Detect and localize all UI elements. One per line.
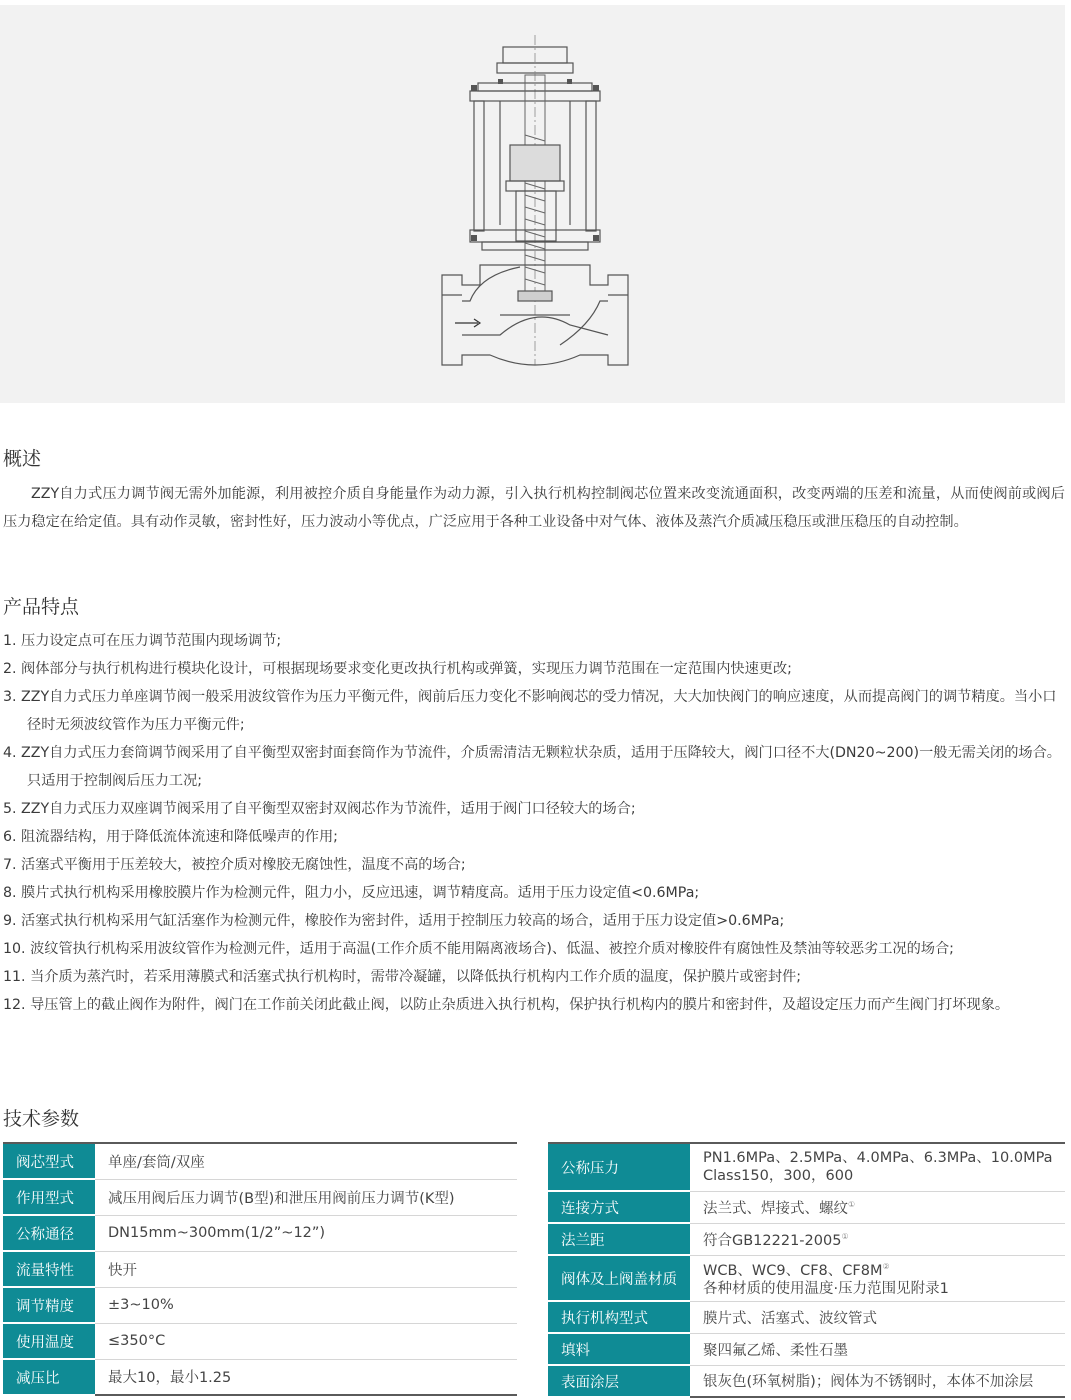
valve-cross-section-drawing bbox=[0, 5, 1065, 403]
param-key: 执行机构型式 bbox=[548, 1301, 690, 1333]
footnote-mark: ① bbox=[841, 1231, 849, 1241]
param-value: 聚四氟乙烯、柔性石墨 bbox=[690, 1333, 1065, 1365]
table-row bbox=[3, 1359, 517, 1395]
table-row bbox=[548, 1191, 1065, 1223]
feature-item: 2. 阀体部分与执行机构进行模块化设计，可根据现场要求变化更改执行机构或弹簧，实现压力调节范围在一定范围内快速更改; bbox=[3, 661, 792, 677]
param-key: 公称压力 bbox=[548, 1143, 690, 1191]
feature-item: 10. 波纹管执行机构采用波纹管作为检测元件，适用于高温(工作介质不能用隔离液场合)、低温、被控介质对橡胶件有腐蚀性及禁油等较恶劣工况的场合; bbox=[3, 941, 954, 957]
table-row bbox=[3, 1143, 517, 1179]
param-key: 表面涂层 bbox=[548, 1365, 690, 1397]
feature-item: 11. 当介质为蒸汽时，若采用薄膜式和活塞式执行机构时，需带冷凝罐，以降低执行机构内工作介质的温度，保护膜片或密封件; bbox=[3, 969, 801, 985]
param-value: 快开 bbox=[95, 1251, 517, 1287]
feature-item: 5. ZZY自力式压力双座调节阀采用了自平衡型双密封双阀芯作为节流件，适用于阀门口径较大的场合; bbox=[3, 801, 636, 817]
param-key: 填料 bbox=[548, 1333, 690, 1365]
feature-item: 8. 膜片式执行机构采用橡胶膜片作为检测元件，阻力小，反应迅速，调节精度高。适用于压力设定值<0.6MPa; bbox=[3, 885, 700, 901]
footnote-mark: ② bbox=[882, 1262, 890, 1272]
param-key: 公称通径 bbox=[3, 1215, 95, 1251]
params-table-left bbox=[3, 1142, 517, 1396]
param-value: 银灰色(环氧树脂)；阀体为不锈钢时，本体不加涂层 bbox=[690, 1365, 1065, 1397]
table-row bbox=[548, 1333, 1065, 1365]
table-row bbox=[548, 1223, 1065, 1255]
param-value bbox=[690, 1223, 1065, 1255]
param-value: ±3~10% bbox=[95, 1287, 517, 1323]
param-value bbox=[690, 1255, 1065, 1301]
feature-item: 7. 活塞式平衡用于压差较大，被控介质对橡胶无腐蚀性，温度不高的场合; bbox=[3, 857, 466, 873]
table-row bbox=[548, 1365, 1065, 1397]
param-key: 阀芯型式 bbox=[3, 1143, 95, 1179]
param-value-line: 各种材质的使用温度·压力范围见附录1 bbox=[703, 1280, 949, 1297]
table-row bbox=[3, 1323, 517, 1359]
param-value-text: 符合GB12221-2005 bbox=[703, 1232, 842, 1249]
param-value-line: WCB、WC9、CF8、CF8M bbox=[703, 1262, 883, 1279]
param-value-text: 法兰式、焊接式、螺纹 bbox=[703, 1200, 848, 1217]
param-key: 连接方式 bbox=[548, 1191, 690, 1223]
param-key: 调节精度 bbox=[3, 1287, 95, 1323]
param-value-line: PN1.6MPa、2.5MPa、4.0MPa、6.3MPa、10.0MPa bbox=[703, 1150, 1053, 1167]
params-table-right bbox=[548, 1142, 1065, 1398]
param-key: 流量特性 bbox=[3, 1251, 95, 1287]
footnote-mark: ① bbox=[848, 1199, 856, 1209]
overview-text: ZZY自力式压力调节阀无需外加能源，利用被控介质自身能量作为动力源，引入执行机构控制阀芯位置来改变流通面积，改变两端的压差和流量，从而使阀前或阀后压力稳定在给定值。具有动作灵敏，密封性好，压力波动小等优点，广泛应用于各种工业设备中对气体、液体及蒸汽介质减压稳压或泄压稳压的自动控制。 bbox=[3, 486, 1065, 530]
feature-item: 12. 导压管上的截止阀作为附件，阀门在工作前关闭此截止阀，以防止杂质进入执行机构，保护执行机构内的膜片和密封件，及超设定压力而产生阀门打坏现象。 bbox=[3, 997, 1010, 1013]
table-row bbox=[548, 1301, 1065, 1333]
param-key: 法兰距 bbox=[548, 1223, 690, 1255]
param-value: ≤350°C bbox=[95, 1323, 517, 1359]
overview-title: 概述 bbox=[3, 448, 42, 470]
param-value: 单座/套筒/双座 bbox=[95, 1143, 517, 1179]
table-row bbox=[3, 1179, 517, 1215]
param-value bbox=[690, 1143, 1065, 1191]
table-row bbox=[548, 1143, 1065, 1191]
feature-item: 1. 压力设定点可在压力调节范围内现场调节; bbox=[3, 633, 282, 649]
features-title: 产品特点 bbox=[3, 596, 80, 618]
feature-item: 4. ZZY自力式压力套筒调节阀采用了自平衡型双密封面套筒作为节流件，介质需清洁无颗粒状杂质，适用于压降较大，阀门口径不大(DN20~200)一般无需关闭的场合。只适用于控制阀后压力工况; bbox=[3, 745, 1061, 789]
table-row bbox=[3, 1215, 517, 1251]
feature-item: 9. 活塞式执行机构采用气缸活塞作为检测元件，橡胶作为密封件，适用于控制压力较高的场合，适用于压力设定值>0.6MPa; bbox=[3, 913, 785, 929]
param-value: 减压用阀后压力调节(B型)和泄压用阀前压力调节(K型) bbox=[95, 1179, 517, 1215]
table-row bbox=[3, 1287, 517, 1323]
feature-item: 6. 阻流器结构，用于降低流体流速和降低噪声的作用; bbox=[3, 829, 338, 845]
valve-drawing-panel bbox=[0, 5, 1065, 403]
param-key: 阀体及上阀盖材质 bbox=[548, 1255, 690, 1301]
feature-item: 3. ZZY自力式压力单座调节阀一般采用波纹管作为压力平衡元件，阀前后压力变化不影响阀芯的受力情况，大大加快阀门的响应速度，从而提高阀门的调节精度。当小口径时无须波纹管作为压力平衡元件; bbox=[3, 689, 1057, 733]
param-key: 使用温度 bbox=[3, 1323, 95, 1359]
param-value: 膜片式、活塞式、波纹管式 bbox=[690, 1301, 1065, 1333]
param-key: 作用型式 bbox=[3, 1179, 95, 1215]
param-value: 最大10，最小1.25 bbox=[95, 1359, 517, 1395]
param-value-line: Class150，300，600 bbox=[703, 1168, 854, 1185]
param-value bbox=[690, 1191, 1065, 1223]
table-row bbox=[3, 1251, 517, 1287]
params-title: 技术参数 bbox=[3, 1108, 80, 1130]
table-row bbox=[548, 1255, 1065, 1301]
param-key: 减压比 bbox=[3, 1359, 95, 1395]
param-value: DN15mm~300mm(1/2”~12”) bbox=[95, 1215, 517, 1251]
features-list bbox=[3, 627, 1065, 1019]
